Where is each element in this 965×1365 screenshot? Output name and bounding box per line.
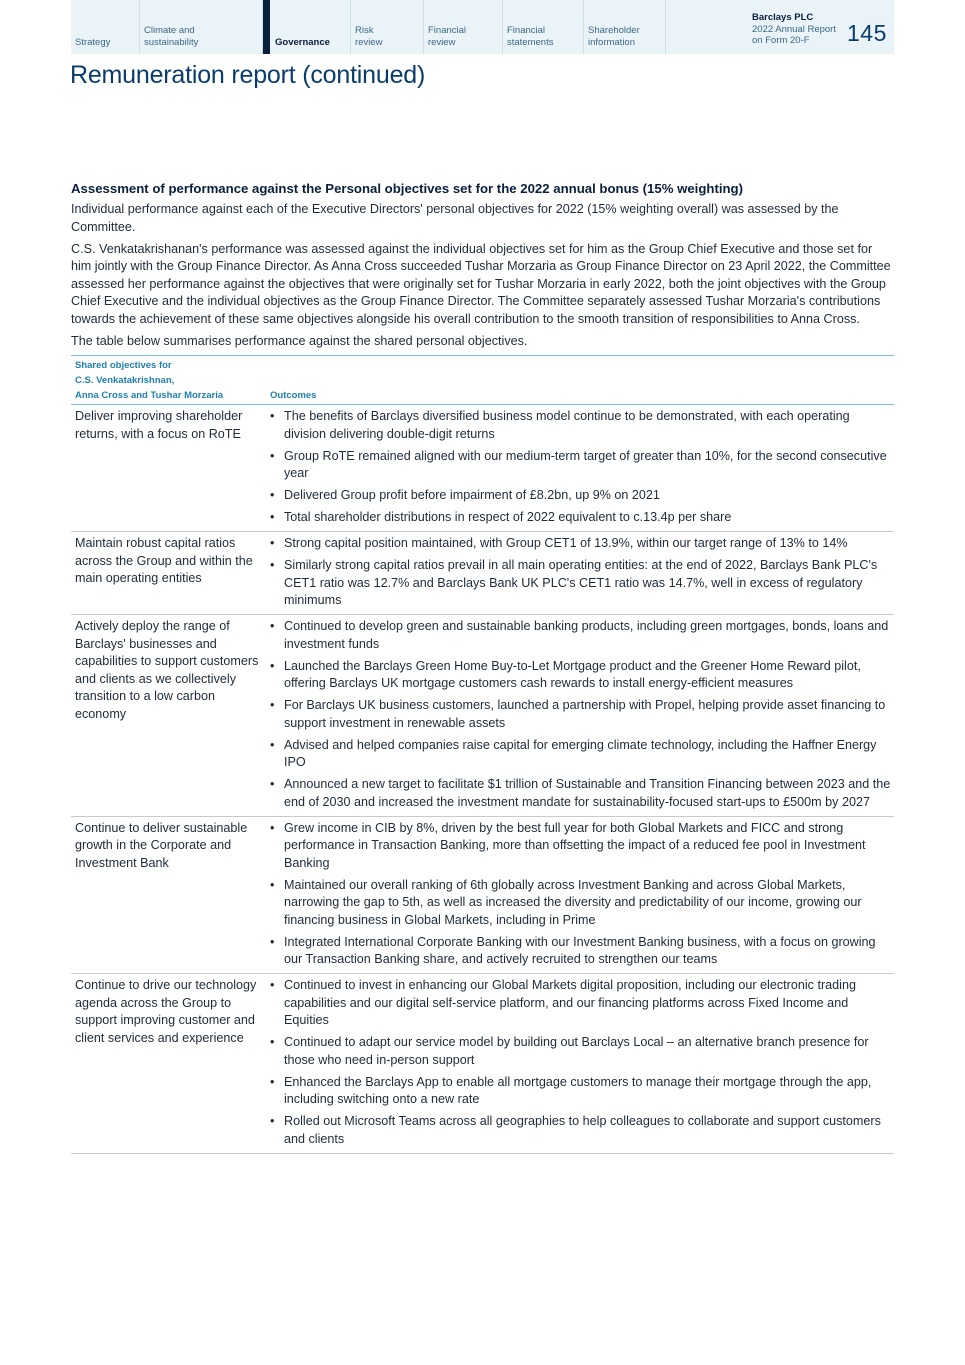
outcome-item: • Continued to develop green and sustainable banking products, including green mortgages, bonds, loans and investment funds xyxy=(266,618,894,653)
outcome-item: • Delivered Group profit before impairment of £8.2bn, up 9% on 2021 xyxy=(266,487,894,505)
outcomes-cell xyxy=(266,816,894,974)
paragraph-table-intro: The table below summarises performance against the shared personal objectives. xyxy=(71,333,528,348)
page-title: Remuneration report (continued) xyxy=(70,61,426,89)
outcome-item: • Similarly strong capital ratios prevail in all main operating entities: at the end of 2022, Barclays Bank PLC's CET1 ratio was 12.7% and Barclays Bank UK PLC's CET1 ratio was 14.7%, well in excess of regulatory minimums xyxy=(266,557,894,610)
objective-cell: Maintain robust capital ratios across the Group and within the main operating entities xyxy=(75,536,253,585)
table-row xyxy=(71,615,894,817)
header-objectives: Shared objectives for C.S. Venkatakrishnan, Anna Cross and Tushar Morzaria xyxy=(75,360,224,401)
outcomes-list xyxy=(266,820,894,969)
tab-shareholder-information[interactable] xyxy=(584,0,666,54)
main-content xyxy=(71,181,894,1154)
paragraph-assessment: C.S. Venkatakrishanan's performance was assessed against the individual objectives set for him as the Group Chief Executive and those set for him jointly with the Group Finance Director. As Anna Cross succeeded Tushar Morzaria as Group Finance Director on 23 April 2022, the Committee assessed her performance against the objectives that were originally set for Tushar Morzaria in early 2022, both the joint objectives with the Group Chief Executive and the individual objectives as the Group Finance Director. The Committee separately assessed Tushar Morzaria's contributions towards the achievement of these same objectives alongside his overall contribution to the smooth transition of responsibilities to Anna Cross. xyxy=(71,241,891,326)
objectives-table xyxy=(71,355,894,1154)
outcome-item: • Continued to adapt our service model by building out Barclays Local – an alternative branch presence for those who need in-person support xyxy=(266,1034,894,1069)
brand-name: Barclays PLC xyxy=(752,12,814,23)
top-navigation xyxy=(71,0,894,54)
outcome-item: • Integrated International Corporate Banking with our Investment Banking business, with a focus on growing our Transaction Banking share, and actively recruited to strengthen our teams xyxy=(266,934,894,969)
objective-cell: Continue to drive our technology agenda across the Group to support improving customer and client services and experience xyxy=(75,978,257,1045)
tab-risk-review[interactable] xyxy=(351,0,424,54)
outcomes-cell xyxy=(266,615,894,817)
paragraph-intro: Individual performance against each of the Executive Directors' personal objectives for 2022 (15% weighting overall) was assessed by the Committee. xyxy=(71,202,839,234)
outcome-item: • Launched the Barclays Green Home Buy-to-Let Mortgage product and the Greener Home Reward pilot, offering Barclays UK mortgage customers cash rewards to install energy-efficient measures xyxy=(266,658,894,693)
objective-cell: Deliver improving shareholder returns, with a focus on RoTE xyxy=(75,409,243,441)
tab-label: Financial review xyxy=(428,25,467,48)
outcome-item: • Strong capital position maintained, with Group CET1 of 13.9%, within our target range of 13% to 14% xyxy=(266,535,894,553)
outcome-item: • Grew income in CIB by 8%, driven by the best full year for both Global Markets and FICC and strong performance in Transaction Banking, more than offsetting the impact of a reduced fee pool in Investment Banking xyxy=(266,820,894,873)
outcomes-list xyxy=(266,535,894,610)
outcome-item: • Advised and helped companies raise capital for emerging climate technology, including the Haffner Energy IPO xyxy=(266,737,894,772)
section-heading: Assessment of performance against the Personal objectives set for the 2022 annual bonus (15% weighting) xyxy=(71,181,744,196)
page-number: 145 xyxy=(847,20,887,46)
tab-strategy[interactable] xyxy=(71,0,140,54)
tab-financial-statements[interactable] xyxy=(503,0,584,54)
tab-label: Shareholder information xyxy=(588,25,640,48)
document-info xyxy=(752,12,836,47)
outcome-item: • Enhanced the Barclays App to enable all mortgage customers to manage their mortgage through the app, including switching onto a new rate xyxy=(266,1074,894,1109)
outcomes-cell xyxy=(266,974,894,1154)
outcome-item: • Announced a new target to facilitate $1 trillion of Sustainable and Transition Financing between 2023 and the end of 2030 and increased the investment mandate for sustainability-focused start-ups to £500m by 2027 xyxy=(266,776,894,811)
tab-label: Financial statements xyxy=(507,25,554,48)
outcomes-cell xyxy=(266,405,894,532)
tab-governance[interactable] xyxy=(263,0,351,54)
document-subtitle: 2022 Annual Report on Form 20-F xyxy=(752,23,836,46)
objective-cell: Actively deploy the range of Barclays' businesses and capabilities to support customers and clients as we collectively transition to a low carbon economy xyxy=(75,619,259,721)
header-outcomes: Outcomes xyxy=(270,390,317,401)
outcome-item: • Continued to invest in enhancing our Global Markets digital proposition, including our electronic trading capabilities and our digital self-service platform, and our financing platforms across Fixed Income and Equities xyxy=(266,977,894,1030)
table-row xyxy=(71,405,894,532)
table-row xyxy=(71,974,894,1154)
outcome-item: • Group RoTE remained aligned with our medium-term target of greater than 10%, for the second consecutive year xyxy=(266,448,894,483)
outcome-item: • Rolled out Microsoft Teams across all geographies to help colleagues to collaborate and support customers and clients xyxy=(266,1113,894,1148)
outcomes-cell xyxy=(266,532,894,615)
outcome-item: • The benefits of Barclays diversified business model continue to be demonstrated, with each operating division delivering double-digit returns xyxy=(266,408,894,443)
tab-label: Climate and sustainability xyxy=(144,25,199,48)
outcome-item: • Total shareholder distributions in respect of 2022 equivalent to c.13.4p per share xyxy=(266,509,894,527)
table-row xyxy=(71,816,894,974)
outcome-item: • For Barclays UK business customers, launched a partnership with Propel, helping provide asset financing to support investment in renewable assets xyxy=(266,697,894,732)
objective-cell: Continue to deliver sustainable growth in the Corporate and Investment Bank xyxy=(75,820,248,870)
table-row xyxy=(71,532,894,615)
outcomes-list xyxy=(266,977,894,1148)
tab-label: Risk review xyxy=(355,25,383,48)
tab-label: Strategy xyxy=(75,36,111,48)
document-info-area xyxy=(666,0,894,54)
tab-climate-and-sustainability[interactable] xyxy=(140,0,263,54)
tab-financial-review[interactable] xyxy=(424,0,503,54)
outcomes-list xyxy=(266,408,894,527)
table-header-row xyxy=(71,356,894,405)
outcomes-list xyxy=(266,618,894,811)
tab-label: Governance xyxy=(275,36,330,48)
outcome-item: • Maintained our overall ranking of 6th globally across Investment Banking and across Global Markets, narrowing the gap to 5th, as well as increased the diversity and predictability of our income, growing our financing business in Global Markets, including in Prime xyxy=(266,877,894,930)
